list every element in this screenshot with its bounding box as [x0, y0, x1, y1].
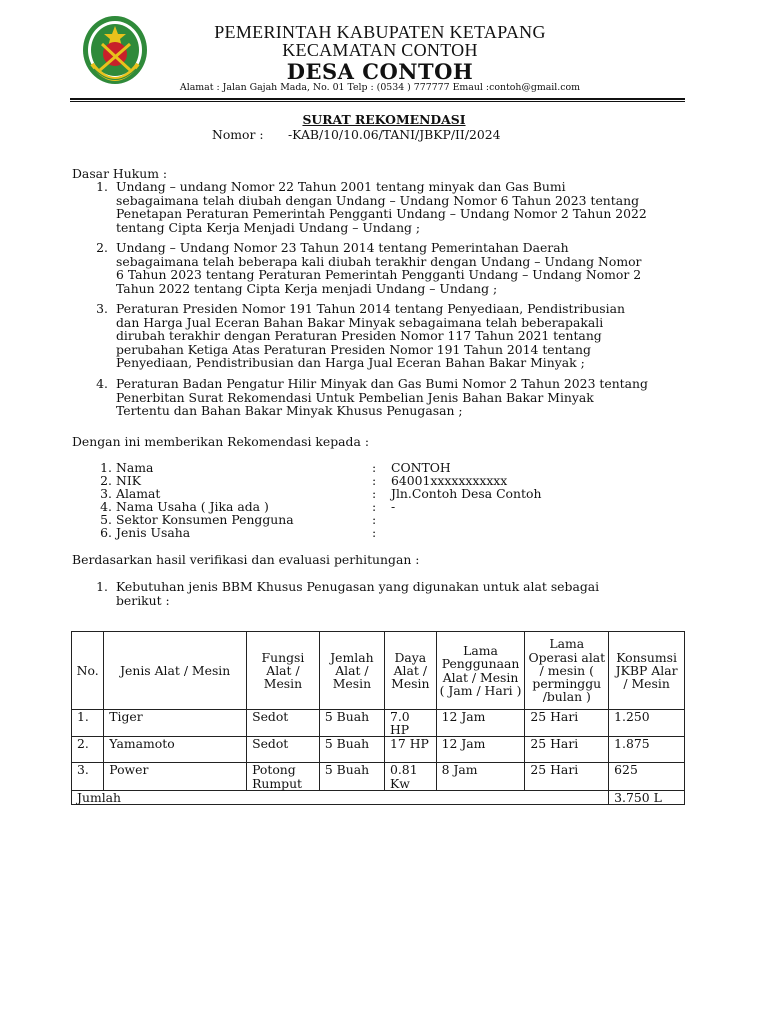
table-cell: 3. — [72, 763, 104, 790]
district-emblem-logo — [80, 14, 150, 90]
legal-basis-item — [116, 377, 685, 418]
table-cell: 1.250 — [609, 710, 685, 737]
field-colon: : — [372, 512, 377, 527]
table-cell: 5 Buah — [319, 763, 384, 790]
field-label-nama-usaha: Nama Usaha ( Jika ada ) — [116, 499, 269, 514]
column-header: Jemlah Alat / Mesin — [319, 632, 384, 710]
legal-basis-label: Dasar Hukum : — [72, 166, 168, 181]
legal-basis-line: Penetapan Peraturan Pemerintah Pengganti Undang – Undang Nomor 2 Tahun 2022 — [116, 206, 647, 222]
field-label-sektor: Sektor Konsumen Pengguna — [116, 512, 294, 527]
table-cell: 625 — [609, 763, 685, 790]
field-num: 6. — [100, 525, 112, 540]
table-row — [72, 737, 685, 763]
legal-basis-line: Undang – undang Nomor 22 Tahun 2001 tentang minyak dan Gas Bumi — [116, 179, 566, 194]
letterhead-rule-thick — [70, 98, 685, 100]
table-cell: 12 Jam — [436, 737, 525, 763]
table-cell: Potong Rumput — [247, 763, 320, 790]
field-colon: : — [372, 460, 377, 475]
village-address: Alamat : Jalan Gajah Mada, No. 01 Telp : (0534 ) 777777 Emaul :contoh@gmail.com — [179, 82, 581, 93]
document-title: SURAT REKOMENDASI — [302, 112, 466, 127]
table-cell: 8 Jam — [436, 763, 525, 790]
field-label-alamat: Alamat — [116, 486, 161, 501]
legal-basis-item — [116, 241, 685, 295]
column-header: Lama Operasi alat / mesin ( perminggu /bulan ) — [525, 632, 609, 710]
legal-basis-line: sebagaimana telah diubah dengan Undang – Undang Nomor 6 Tahun 2023 tentang — [116, 192, 640, 208]
field-num: 2. — [100, 473, 112, 488]
table-cell: 7.0 HP — [384, 710, 436, 737]
legal-basis-item — [116, 180, 685, 234]
field-num: 3. — [100, 486, 112, 501]
table-cell: 25 Hari — [525, 737, 609, 763]
legal-basis-num: 4. — [96, 376, 108, 391]
field-colon: : — [372, 525, 377, 540]
field-colon: : — [372, 486, 377, 501]
letterhead-rule-thin — [70, 101, 685, 102]
government-name: PEMERINTAH KABUPATEN KETAPANG — [214, 22, 546, 42]
table-header-row — [72, 632, 685, 710]
legal-basis-line: Penerbitan Surat Rekomendasi Untuk Pembelian Jenis Bahan Bakar Minyak — [116, 389, 594, 405]
table-cell: Tiger — [104, 710, 247, 737]
table-cell: 0.81 Kw — [384, 763, 436, 790]
recipient-intro: Dengan ini memberikan Rekomendasi kepada : — [72, 434, 369, 449]
district-name: KECAMATAN CONTOH — [282, 40, 478, 60]
table-cell: 5 Buah — [319, 710, 384, 737]
field-value-nik: 64001xxxxxxxxxxx — [391, 473, 508, 488]
table-cell: Yamamoto — [104, 737, 247, 763]
field-value-nama-usaha: - — [391, 499, 396, 514]
table-total-row — [72, 790, 685, 804]
field-value-nama: CONTOH — [391, 460, 451, 475]
legal-basis-line: 6 Tahun 2023 tentang Peraturan Pemerintah Pengganti Undang – Undang Nomor 2 — [116, 267, 642, 283]
column-header: Fungsi Alat / Mesin — [247, 632, 320, 710]
field-value-alamat: Jln.Contoh Desa Contoh — [391, 486, 542, 501]
nomor-value: -KAB/10/10.06/TANI/JBKP/II/2024 — [288, 127, 501, 142]
table-row — [72, 710, 685, 737]
evaluation-point-num: 1. — [96, 579, 108, 594]
column-header: Daya Alat / Mesin — [384, 632, 436, 710]
legal-basis-item — [116, 302, 685, 370]
table-cell: 2. — [72, 737, 104, 763]
legal-basis-line: Peraturan Badan Pengatur Hilir Minyak dan Gas Bumi Nomor 2 Tahun 2023 tentang — [116, 376, 648, 391]
legal-basis-line: perubahan Ketiga Atas Peraturan Presiden Nomor 191 Tahun 2014 tentang — [116, 341, 591, 357]
legal-basis-num: 3. — [96, 301, 108, 316]
nomor-label: Nomor : — [212, 127, 264, 142]
evaluation-line: berikut : — [116, 592, 170, 608]
total-value: 3.750 L — [609, 790, 685, 804]
legal-basis-line: Penyediaan, Pendistribusian dan Harga Jual Eceran Bahan Bakar Minyak ; — [116, 355, 585, 371]
legal-basis-line: tentang Cipta Kerja Menjadi Undang – Undang ; — [116, 219, 421, 235]
village-name: DESA CONTOH — [286, 59, 474, 84]
column-header: No. — [72, 632, 104, 710]
field-num: 4. — [100, 499, 112, 514]
field-num: 5. — [100, 512, 112, 527]
table-cell: 25 Hari — [525, 763, 609, 790]
column-header: Jenis Alat / Mesin — [104, 632, 247, 710]
field-colon: : — [372, 473, 377, 488]
table-cell: Power — [104, 763, 247, 790]
legal-basis-line: dan Harga Jual Eceran Bahan Bakar Minyak sebagaimana telah beberapakali — [116, 314, 604, 330]
table-cell: 12 Jam — [436, 710, 525, 737]
legal-basis-line: dirubah terakhir dengan Peraturan Presiden Nomor 117 Tahun 2021 tentang — [116, 328, 602, 344]
legal-basis-line: Tertentu dan Bahan Bakar Minyak Khusus Penugasan ; — [116, 403, 463, 419]
total-label: Jumlah — [72, 790, 609, 804]
evaluation-point — [116, 580, 685, 607]
evaluation-line: Kebutuhan jenis BBM Khusus Penugasan yang digunakan untuk alat sebagai — [116, 579, 600, 594]
evaluation-intro: Berdasarkan hasil verifikasi dan evaluasi perhitungan : — [72, 552, 420, 567]
table-cell: 17 HP — [384, 737, 436, 763]
table-row — [72, 763, 685, 790]
table-cell: Sedot — [247, 737, 320, 763]
table-cell: Sedot — [247, 710, 320, 737]
legal-basis-num: 2. — [96, 240, 108, 255]
fuel-consumption-table — [71, 631, 685, 805]
column-header: Konsumsi JKBP Alar / Mesin — [609, 632, 685, 710]
legal-basis-line: Tahun 2022 tentang Cipta Kerja menjadi Undang – Undang ; — [116, 280, 498, 296]
field-label-nama: Nama — [116, 460, 154, 475]
column-header: Lama Penggunaan Alat / Mesin ( Jam / Hari ) — [436, 632, 525, 710]
field-label-nik: NIK — [116, 473, 141, 488]
table-cell: 1.875 — [609, 737, 685, 763]
table-cell: 1. — [72, 710, 104, 737]
field-num: 1. — [100, 460, 112, 475]
legal-basis-line: Peraturan Presiden Nomor 191 Tahun 2014 tentang Penyediaan, Pendistribusian — [116, 301, 625, 316]
legal-basis-num: 1. — [96, 179, 108, 194]
table-cell: 5 Buah — [319, 737, 384, 763]
table-cell: 25 Hari — [525, 710, 609, 737]
legal-basis-line: Undang – Undang Nomor 23 Tahun 2014 tentang Pemerintahan Daerah — [116, 240, 569, 255]
field-colon: : — [372, 499, 377, 514]
legal-basis-line: sebagaimana telah beberapa kali diubah terakhir dengan Undang – Undang Nomor — [116, 253, 642, 269]
field-label-jenis-usaha: Jenis Usaha — [116, 525, 191, 540]
